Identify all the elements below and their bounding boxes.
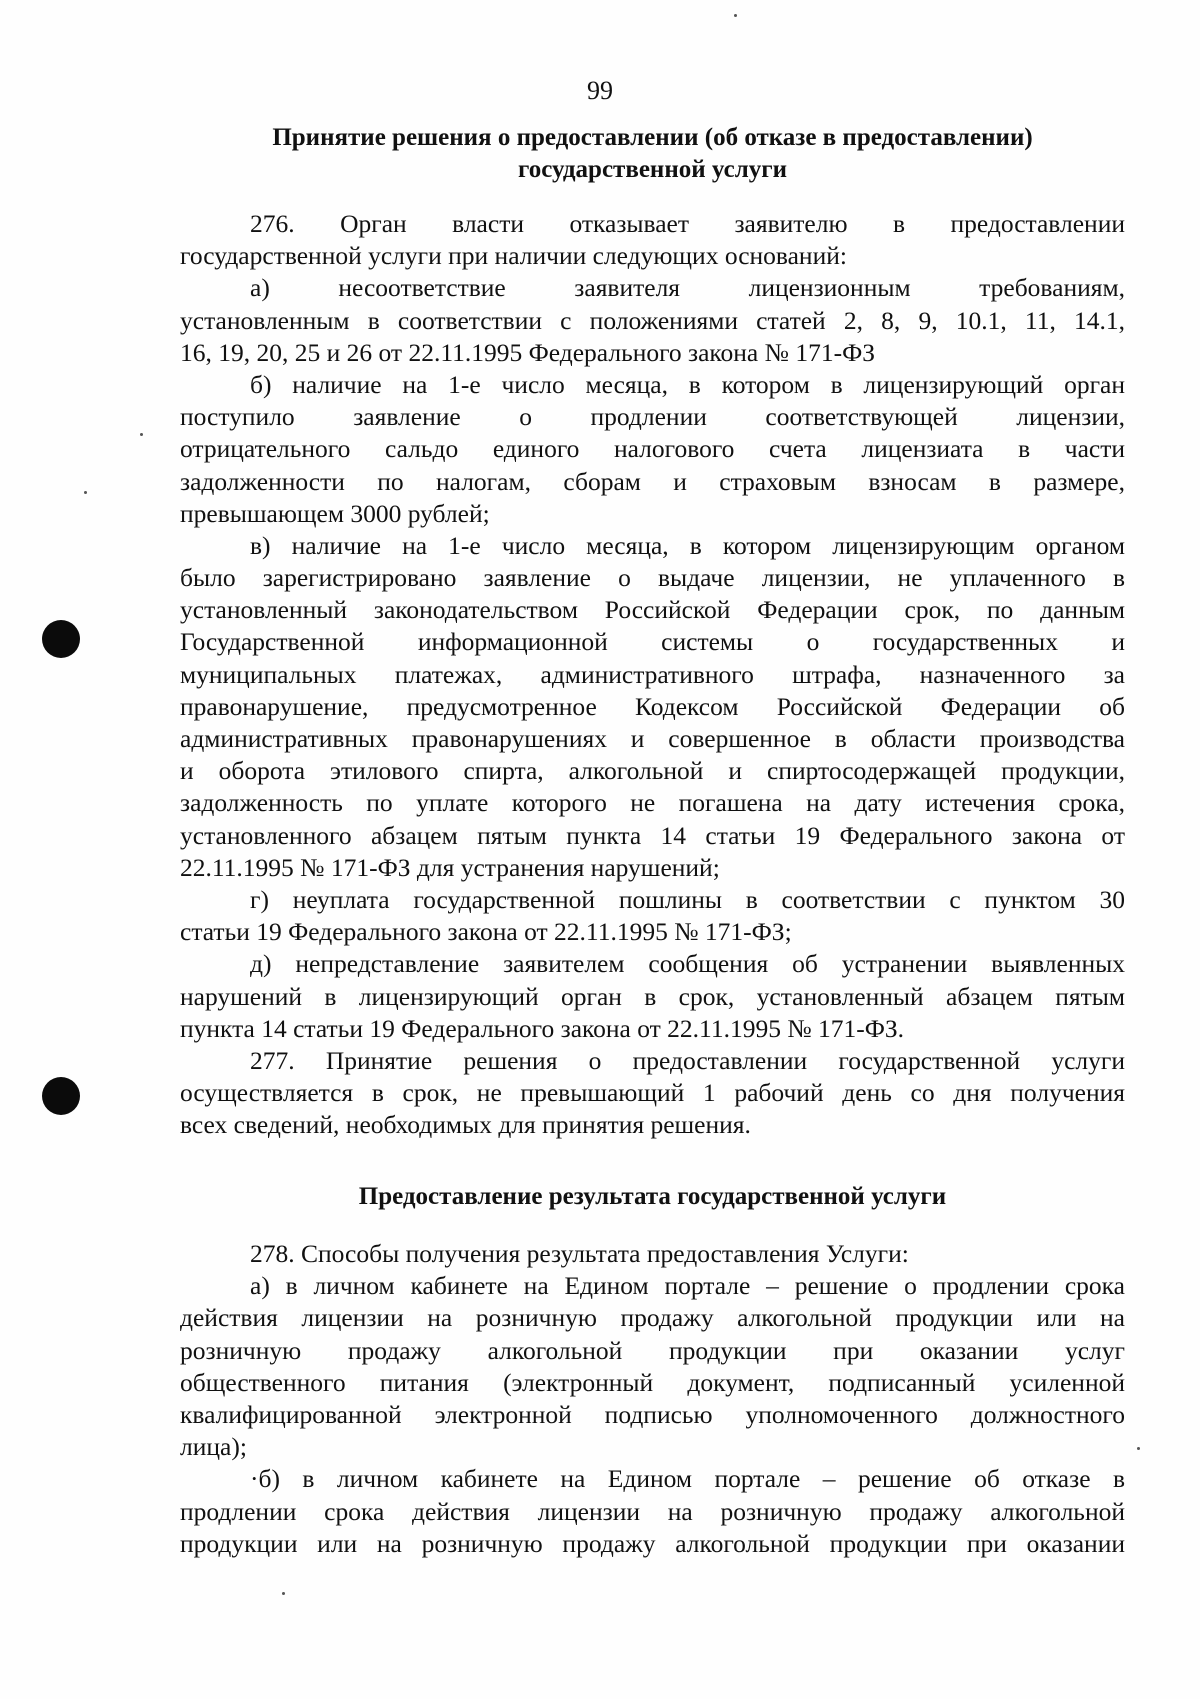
paragraph-line: 277. Принятие решения о предоставлении государственной услуги (250, 1045, 1125, 1075)
scan-speck (84, 491, 87, 494)
scan-speck (282, 1592, 285, 1595)
paragraph-line: г) неуплата государственной пошлины в соответствии с пунктом 30 (250, 884, 1125, 914)
paragraph-line: установленный законодательством Российской Федерации срок, по данным (180, 595, 1125, 625)
paragraph-line: статьи 19 Федерального закона от 22.11.1995 № 171-ФЗ; (180, 917, 792, 947)
paragraph-line: превышающем 3000 рублей; (180, 498, 490, 528)
punch-hole-mark (42, 620, 80, 658)
scan-speck (1137, 1447, 1140, 1450)
paragraph-line: а) в личном кабинете на Едином портале – решение о продлении срока (250, 1271, 1125, 1301)
heading-line: государственной услуги (517, 156, 788, 183)
paragraph-line: в) наличие на 1-е число месяца, в котором лицензирующим органом (250, 530, 1125, 560)
paragraph-line: 278. Способы получения результата предоставления Услуги: (250, 1239, 909, 1268)
scan-speck (140, 433, 143, 436)
page-number: 99 (587, 76, 613, 105)
paragraph-line: б) наличие на 1-е число месяца, в котором в лицензирующий орган (250, 369, 1125, 399)
paragraph-line: нарушений в лицензирующий орган в срок, установленный абзацем пятым (180, 981, 1125, 1011)
paragraph-line: 276. Орган власти отказывает заявителю в предоставлении (250, 209, 1125, 238)
section-heading-decision (180, 122, 1125, 186)
paragraph-line: продлении срока действия лицензии на розничную продажу алкогольной (180, 1496, 1125, 1526)
paragraph-line: 16, 19, 20, 25 и 26 от 22.11.1995 Федерального закона № 171-ФЗ (180, 337, 875, 367)
paragraph-line: установленным в соответствии с положениями статей 2, 8, 9, 10.1, 11, 14.1, (180, 305, 1125, 335)
paragraph-line: задолженность по уплате которого не погашена на дату истечения срока, (180, 788, 1125, 818)
section-body-result (180, 1238, 1125, 1560)
scan-speck (734, 14, 737, 17)
paragraph-line: Государственной информационной системы о государственных и (180, 627, 1125, 657)
paragraph-line: квалифицированной электронной подписью уполномоченного должностного (180, 1399, 1125, 1429)
paragraph-line: поступило заявление о продлении соответствующей лицензии, (180, 402, 1125, 432)
paragraph-line: установленного абзацем пятым пункта 14 статьи 19 Федерального закона от (180, 820, 1125, 850)
paragraph-line: лица); (180, 1432, 247, 1462)
paragraph-line: продукции или на розничную продажу алкогольной продукции при оказании (180, 1528, 1125, 1558)
punch-hole-mark (42, 1077, 80, 1115)
paragraph-line: а) несоответствие заявителя лицензионным требованиям, (250, 273, 1125, 303)
paragraph-line: общественного питания (электронный документ, подписанный усиленной (180, 1367, 1125, 1397)
paragraph-line: действия лицензии на розничную продажу алкогольной продукции или на (180, 1303, 1125, 1333)
paragraph-line: и оборота этилового спирта, алкогольной и спиртосодержащей продукции, (180, 756, 1125, 786)
section-body-decision (180, 208, 1125, 1141)
paragraph-line: отрицательного сальдо единого налогового счета лицензиата в части (180, 434, 1125, 464)
paragraph-line: правонарушение, предусмотренное Кодексом Российской Федерации об (180, 691, 1125, 721)
section-heading-result (180, 1181, 1125, 1213)
paragraph-line: муниципальных платежах, административного штрафа, назначенного за (180, 659, 1125, 689)
paragraph-line: д) непредставление заявителем сообщения об устранении выявленных (250, 949, 1125, 979)
heading-line: Предоставление результата государственной услуги (358, 1183, 947, 1210)
paragraph-line: задолженности по налогам, сборам и страховым взносам в размере, (180, 466, 1125, 496)
paragraph-line: 22.11.1995 № 171-ФЗ для устранения нарушений; (180, 852, 720, 882)
paragraph-line: было зарегистрировано заявление о выдаче лицензии, не уплаченного в (180, 563, 1125, 593)
paragraph-line: ·б) в личном кабинете на Едином портале – решение об отказе в (250, 1464, 1125, 1494)
paragraph-line: пункта 14 статьи 19 Федерального закона от 22.11.1995 № 171-ФЗ. (180, 1013, 905, 1043)
heading-line: Принятие решения о предоставлении (об отказе в предоставлении) (272, 124, 1033, 151)
paragraph-line: административных правонарушениях и совершенное в области производства (180, 724, 1125, 753)
paragraph-line: осуществляется в срок, не превышающий 1 рабочий день со дня получения (180, 1078, 1125, 1108)
paragraph-line: всех сведений, необходимых для принятия решения. (180, 1110, 751, 1140)
paragraph-line: розничную продажу алкогольной продукции при оказании услуг (180, 1335, 1125, 1365)
paragraph-line: государственной услуги при наличии следующих оснований: (180, 241, 847, 271)
